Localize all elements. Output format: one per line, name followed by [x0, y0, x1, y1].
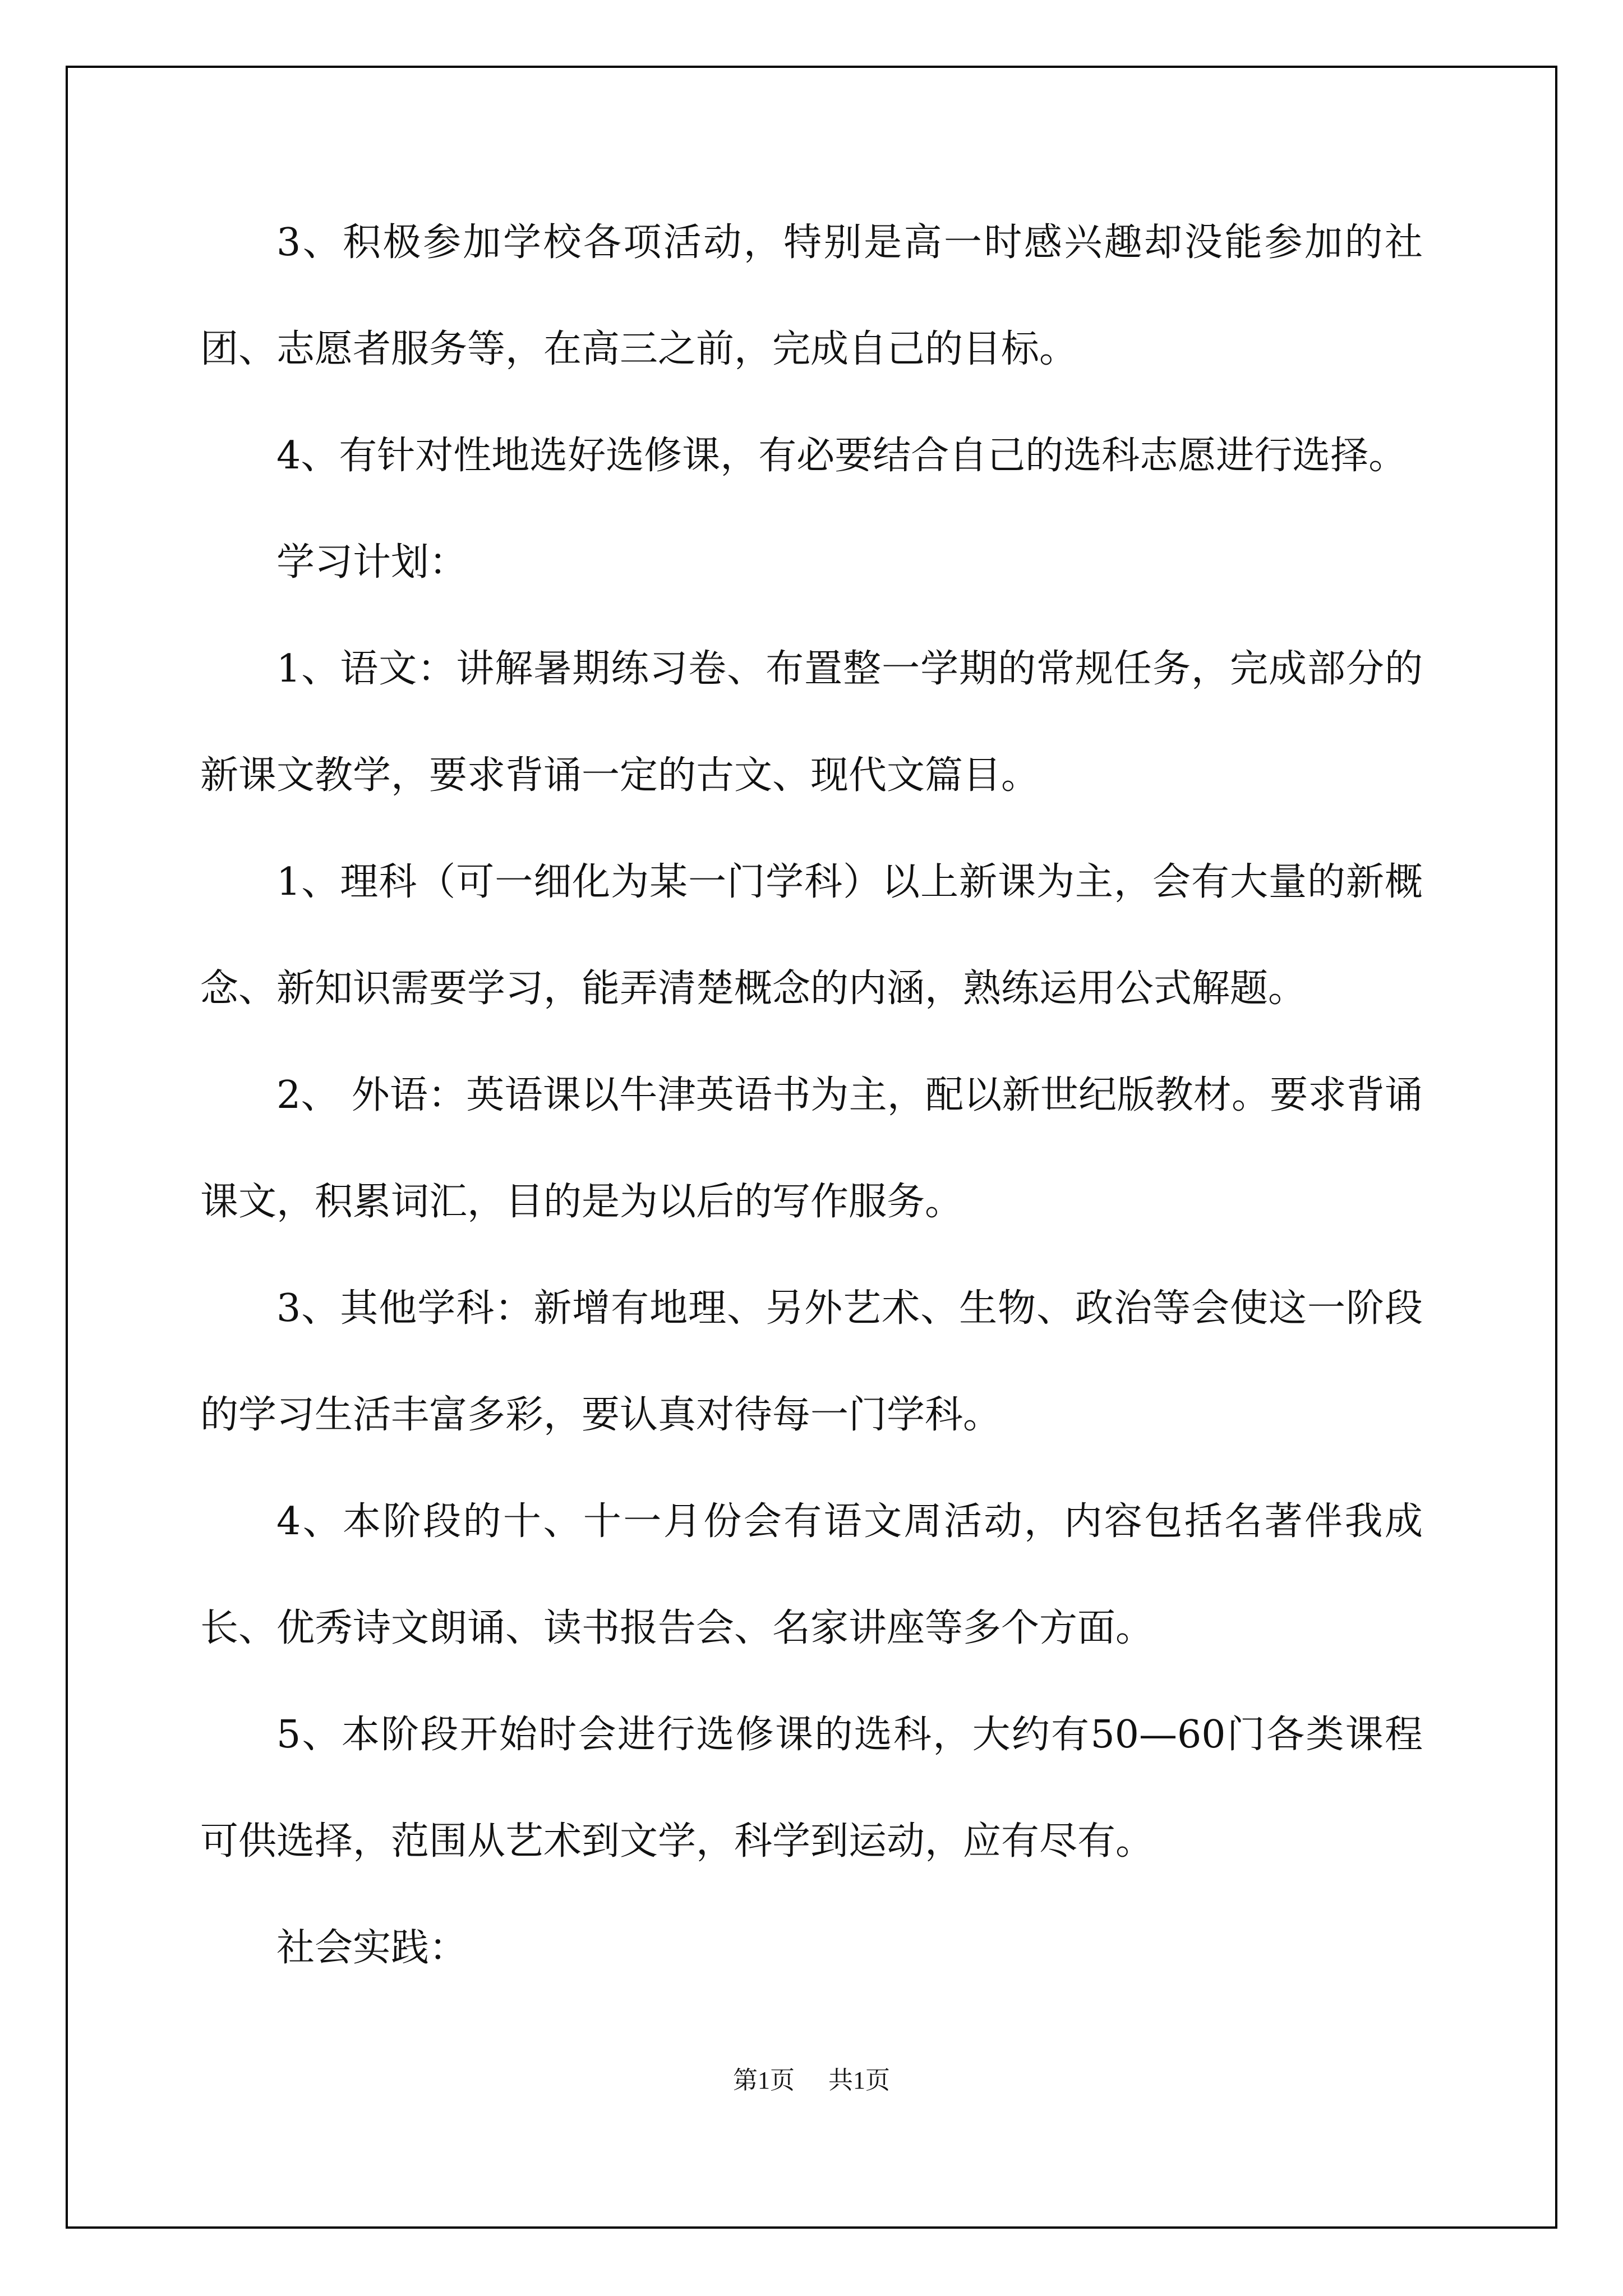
paragraph-other-subjects: 3、其他学科：新增有地理、另外艺术、生物、政治等会使这一阶段的学习生活丰富多彩，要认真对待每一门学科。 — [200, 1286, 1423, 1437]
page-number: 第1页 — [733, 2067, 795, 2094]
paragraph-chinese: 1、语文：讲解暑期练习卷、布置整一学期的常规任务，完成部分的新课文教学，要求背诵一定的古文、现代文篇目。 — [200, 647, 1423, 798]
heading-social-practice: 社会实践： — [276, 1926, 468, 1970]
page-footer — [0, 2060, 1623, 2096]
paragraph-foreign-language: 2、 外语：英语课以牛津英语书为主，配以新世纪版教材。要求背诵课文，积累词汇，目的是为以后的写作服务。 — [200, 1073, 1423, 1224]
page-total: 共1页 — [828, 2067, 890, 2094]
paragraph-chinese-week: 4、本阶段的十、十一月份会有语文周活动，内容包括名著伴我成长、优秀诗文朗诵、读书报告会、名家讲座等多个方面。 — [200, 1499, 1423, 1650]
paragraph-science: 1、理科（可一细化为某一门学科）以上新课为主，会有大量的新概念、新知识需要学习，能弄清楚概念的内涵，熟练运用公式解题。 — [200, 860, 1423, 1011]
heading-study-plan: 学习计划： — [276, 540, 468, 585]
paragraph-electives: 4、有针对性地选好选修课，有必要结合自己的选科志愿进行选择。 — [276, 434, 1407, 478]
paragraph-activities: 3、积极参加学校各项活动，特别是高一时感兴趣却没能参加的社团、志愿者服务等，在高三之前，完成自己的目标。 — [200, 220, 1423, 371]
paragraph-course-selection: 5、本阶段开始时会进行选修课的选科，大约有50—60门各类课程可供选择，范围从艺术到文学，科学到运动，应有尽有。 — [200, 1713, 1423, 1864]
